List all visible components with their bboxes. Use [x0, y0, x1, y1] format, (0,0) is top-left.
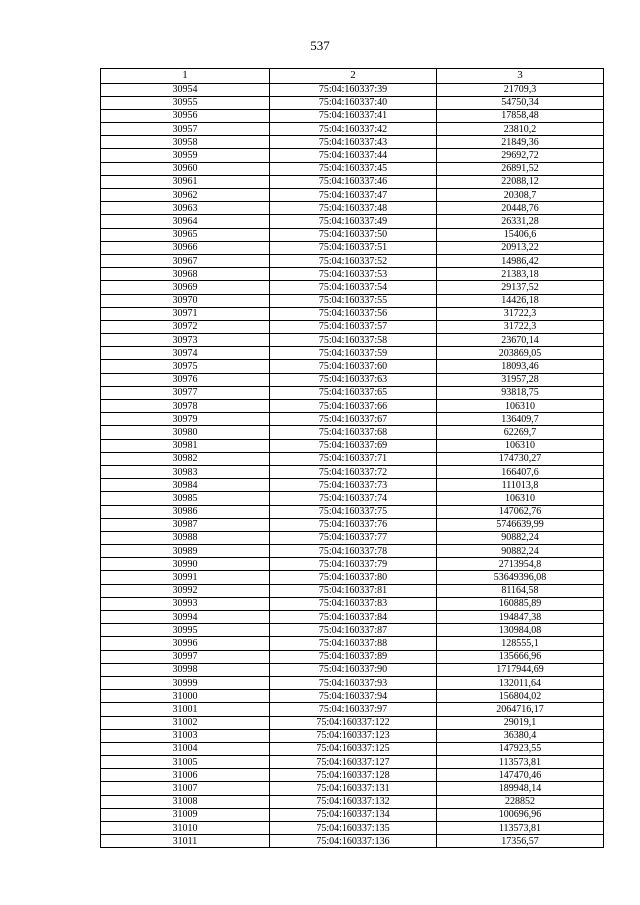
table-row: [101, 676, 604, 689]
cadastral-number-cell: 75:04:160337:40: [270, 96, 437, 109]
table-row: [101, 558, 604, 571]
cadastral-number-cell: 75:04:160337:131: [270, 782, 437, 795]
row-number-cell: 30968: [101, 268, 270, 281]
cadastral-number-cell: 75:04:160337:45: [270, 162, 437, 175]
cadastral-number-cell: 75:04:160337:60: [270, 360, 437, 373]
cadastral-number-cell: 75:04:160337:94: [270, 690, 437, 703]
table-row: [101, 782, 604, 795]
value-cell: 26331,28: [437, 215, 604, 228]
table-row: [101, 716, 604, 729]
value-cell: 26891,52: [437, 162, 604, 175]
row-number-cell: 30963: [101, 202, 270, 215]
value-cell: 31957,28: [437, 373, 604, 386]
row-number-cell: 30979: [101, 413, 270, 426]
value-cell: 136409,7: [437, 413, 604, 426]
row-number-cell: 31001: [101, 703, 270, 716]
row-number-cell: 30982: [101, 452, 270, 465]
table-row: [101, 347, 604, 360]
cadastral-number-cell: 75:04:160337:51: [270, 241, 437, 254]
row-number-cell: 31005: [101, 756, 270, 769]
table-row: [101, 202, 604, 215]
value-cell: 228852: [437, 795, 604, 808]
value-cell: 160885,89: [437, 597, 604, 610]
table-row: [101, 518, 604, 531]
cadastral-number-cell: 75:04:160337:77: [270, 531, 437, 544]
table-row: [101, 611, 604, 624]
row-number-cell: 30988: [101, 531, 270, 544]
table-row: [101, 571, 604, 584]
cadastral-number-cell: 75:04:160337:69: [270, 439, 437, 452]
column-header-2: 2: [270, 69, 437, 84]
value-cell: 93818,75: [437, 386, 604, 399]
table-row: [101, 96, 604, 109]
row-number-cell: 30974: [101, 347, 270, 360]
table-row: [101, 690, 604, 703]
table-row: [101, 109, 604, 122]
table-row: [101, 742, 604, 755]
table-row: [101, 386, 604, 399]
row-number-cell: 30978: [101, 400, 270, 413]
cadastral-number-cell: 75:04:160337:50: [270, 228, 437, 241]
table-row: [101, 465, 604, 478]
cadastral-number-cell: 75:04:160337:39: [270, 83, 437, 96]
row-number-cell: 30983: [101, 465, 270, 478]
value-cell: 147923,55: [437, 742, 604, 755]
cadastral-number-cell: 75:04:160337:57: [270, 320, 437, 333]
row-number-cell: 30981: [101, 439, 270, 452]
value-cell: 29019,1: [437, 716, 604, 729]
row-number-cell: 30998: [101, 663, 270, 676]
row-number-cell: 30971: [101, 307, 270, 320]
table-row: [101, 334, 604, 347]
row-number-cell: 30975: [101, 360, 270, 373]
row-number-cell: 31004: [101, 742, 270, 755]
table-row: [101, 162, 604, 175]
table-row: [101, 795, 604, 808]
table-row: [101, 189, 604, 202]
value-cell: 111013,8: [437, 479, 604, 492]
value-cell: 189948,14: [437, 782, 604, 795]
cadastral-number-cell: 75:04:160337:127: [270, 756, 437, 769]
row-number-cell: 31000: [101, 690, 270, 703]
value-cell: 29692,72: [437, 149, 604, 162]
value-cell: 90882,24: [437, 545, 604, 558]
cadastral-number-cell: 75:04:160337:59: [270, 347, 437, 360]
row-number-cell: 30970: [101, 294, 270, 307]
row-number-cell: 31002: [101, 716, 270, 729]
value-cell: 2064716,17: [437, 703, 604, 716]
cadastral-number-cell: 75:04:160337:44: [270, 149, 437, 162]
cadastral-number-cell: 75:04:160337:72: [270, 465, 437, 478]
table-row: [101, 149, 604, 162]
table-row: [101, 307, 604, 320]
table-body: [101, 83, 604, 848]
cadastral-number-cell: 75:04:160337:76: [270, 518, 437, 531]
value-cell: 22088,12: [437, 175, 604, 188]
value-cell: 90882,24: [437, 531, 604, 544]
row-number-cell: 30966: [101, 241, 270, 254]
value-cell: 21709,3: [437, 83, 604, 96]
table-row: [101, 268, 604, 281]
value-cell: 36380,4: [437, 729, 604, 742]
row-number-cell: 31009: [101, 808, 270, 821]
table-row: [101, 254, 604, 267]
table-row: [101, 479, 604, 492]
row-number-cell: 30955: [101, 96, 270, 109]
cadastral-number-cell: 75:04:160337:128: [270, 769, 437, 782]
table-row: [101, 426, 604, 439]
cadastral-number-cell: 75:04:160337:67: [270, 413, 437, 426]
cadastral-number-cell: 75:04:160337:83: [270, 597, 437, 610]
row-number-cell: 31003: [101, 729, 270, 742]
row-number-cell: 30977: [101, 386, 270, 399]
row-number-cell: 30990: [101, 558, 270, 571]
value-cell: 17356,57: [437, 835, 604, 848]
cadastral-number-cell: 75:04:160337:90: [270, 663, 437, 676]
cadastral-number-cell: 75:04:160337:54: [270, 281, 437, 294]
row-number-cell: 30986: [101, 505, 270, 518]
table-row: [101, 835, 604, 848]
row-number-cell: 30992: [101, 584, 270, 597]
cadastral-number-cell: 75:04:160337:89: [270, 650, 437, 663]
row-number-cell: 31006: [101, 769, 270, 782]
row-number-cell: 30956: [101, 109, 270, 122]
cadastral-number-cell: 75:04:160337:75: [270, 505, 437, 518]
table-row: [101, 136, 604, 149]
table-row: [101, 373, 604, 386]
table-row: [101, 637, 604, 650]
value-cell: 14986,42: [437, 254, 604, 267]
value-cell: 194847,38: [437, 611, 604, 624]
cadastral-number-cell: 75:04:160337:56: [270, 307, 437, 320]
table-row: [101, 175, 604, 188]
cadastral-number-cell: 75:04:160337:73: [270, 479, 437, 492]
value-cell: 128555,1: [437, 637, 604, 650]
value-cell: 53649396,08: [437, 571, 604, 584]
table-row: [101, 83, 604, 96]
row-number-cell: 30954: [101, 83, 270, 96]
cadastral-number-cell: 75:04:160337:79: [270, 558, 437, 571]
value-cell: 106310: [437, 492, 604, 505]
value-cell: 18093,46: [437, 360, 604, 373]
table-row: [101, 505, 604, 518]
column-header-1: 1: [101, 69, 270, 84]
cadastral-number-cell: 75:04:160337:41: [270, 109, 437, 122]
cadastral-number-cell: 75:04:160337:135: [270, 822, 437, 835]
table-row: [101, 756, 604, 769]
value-cell: 20448,76: [437, 202, 604, 215]
table-row: [101, 123, 604, 136]
row-number-cell: 30995: [101, 624, 270, 637]
cadastral-number-cell: 75:04:160337:88: [270, 637, 437, 650]
table-row: [101, 663, 604, 676]
value-cell: 14426,18: [437, 294, 604, 307]
value-cell: 62269,7: [437, 426, 604, 439]
cadastral-number-cell: 75:04:160337:132: [270, 795, 437, 808]
table-row: [101, 439, 604, 452]
row-number-cell: 31010: [101, 822, 270, 835]
row-number-cell: 30973: [101, 334, 270, 347]
cadastral-number-cell: 75:04:160337:65: [270, 386, 437, 399]
row-number-cell: 30976: [101, 373, 270, 386]
cadastral-number-cell: 75:04:160337:63: [270, 373, 437, 386]
row-number-cell: 30969: [101, 281, 270, 294]
row-number-cell: 30999: [101, 676, 270, 689]
cadastral-number-cell: 75:04:160337:84: [270, 611, 437, 624]
value-cell: 17858,48: [437, 109, 604, 122]
cadastral-number-cell: 75:04:160337:122: [270, 716, 437, 729]
value-cell: 100696,96: [437, 808, 604, 821]
value-cell: 21383,18: [437, 268, 604, 281]
cadastral-number-cell: 75:04:160337:97: [270, 703, 437, 716]
value-cell: 31722,3: [437, 320, 604, 333]
row-number-cell: 30994: [101, 611, 270, 624]
table-header-row: [101, 69, 604, 84]
value-cell: 113573,81: [437, 822, 604, 835]
value-cell: 106310: [437, 439, 604, 452]
table-row: [101, 597, 604, 610]
page-number: 537: [310, 38, 330, 53]
row-number-cell: 31011: [101, 835, 270, 848]
table-row: [101, 769, 604, 782]
value-cell: 166407,6: [437, 465, 604, 478]
value-cell: 81164,58: [437, 584, 604, 597]
cadastral-number-cell: 75:04:160337:68: [270, 426, 437, 439]
registry-table: [100, 68, 604, 848]
value-cell: 174730,27: [437, 452, 604, 465]
table-row: [101, 228, 604, 241]
row-number-cell: 30985: [101, 492, 270, 505]
cadastral-number-cell: 75:04:160337:47: [270, 189, 437, 202]
cadastral-number-cell: 75:04:160337:125: [270, 742, 437, 755]
table-row: [101, 650, 604, 663]
row-number-cell: 31007: [101, 782, 270, 795]
cadastral-number-cell: 75:04:160337:136: [270, 835, 437, 848]
cadastral-number-cell: 75:04:160337:71: [270, 452, 437, 465]
row-number-cell: 30967: [101, 254, 270, 267]
value-cell: 15406,6: [437, 228, 604, 241]
table-row: [101, 452, 604, 465]
row-number-cell: 31008: [101, 795, 270, 808]
row-number-cell: 30964: [101, 215, 270, 228]
table-row: [101, 531, 604, 544]
cadastral-number-cell: 75:04:160337:123: [270, 729, 437, 742]
table-row: [101, 241, 604, 254]
value-cell: 203869,05: [437, 347, 604, 360]
row-number-cell: 30958: [101, 136, 270, 149]
row-number-cell: 30961: [101, 175, 270, 188]
cadastral-number-cell: 75:04:160337:48: [270, 202, 437, 215]
table-row: [101, 281, 604, 294]
cadastral-number-cell: 75:04:160337:55: [270, 294, 437, 307]
row-number-cell: 30972: [101, 320, 270, 333]
value-cell: 29137,52: [437, 281, 604, 294]
table-row: [101, 808, 604, 821]
table-row: [101, 822, 604, 835]
cadastral-number-cell: 75:04:160337:80: [270, 571, 437, 584]
value-cell: 23810,2: [437, 123, 604, 136]
row-number-cell: 30989: [101, 545, 270, 558]
value-cell: 20308,7: [437, 189, 604, 202]
cadastral-number-cell: 75:04:160337:58: [270, 334, 437, 347]
row-number-cell: 30987: [101, 518, 270, 531]
value-cell: 132011,64: [437, 676, 604, 689]
cadastral-number-cell: 75:04:160337:42: [270, 123, 437, 136]
cadastral-number-cell: 75:04:160337:93: [270, 676, 437, 689]
cadastral-number-cell: 75:04:160337:81: [270, 584, 437, 597]
row-number-cell: 30959: [101, 149, 270, 162]
value-cell: 54750,34: [437, 96, 604, 109]
table-row: [101, 492, 604, 505]
table-row: [101, 360, 604, 373]
cadastral-number-cell: 75:04:160337:74: [270, 492, 437, 505]
table-row: [101, 729, 604, 742]
cadastral-number-cell: 75:04:160337:52: [270, 254, 437, 267]
table-row: [101, 215, 604, 228]
cadastral-number-cell: 75:04:160337:78: [270, 545, 437, 558]
cadastral-number-cell: 75:04:160337:46: [270, 175, 437, 188]
value-cell: 20913,22: [437, 241, 604, 254]
row-number-cell: 30996: [101, 637, 270, 650]
row-number-cell: 30984: [101, 479, 270, 492]
value-cell: 135666,96: [437, 650, 604, 663]
value-cell: 31722,3: [437, 307, 604, 320]
table-row: [101, 545, 604, 558]
value-cell: 106310: [437, 400, 604, 413]
value-cell: 130984,08: [437, 624, 604, 637]
cadastral-number-cell: 75:04:160337:66: [270, 400, 437, 413]
column-header-3: 3: [437, 69, 604, 84]
table-row: [101, 413, 604, 426]
table-row: [101, 584, 604, 597]
row-number-cell: 30960: [101, 162, 270, 175]
value-cell: 5746639,99: [437, 518, 604, 531]
value-cell: 1717944,69: [437, 663, 604, 676]
row-number-cell: 30962: [101, 189, 270, 202]
cadastral-number-cell: 75:04:160337:134: [270, 808, 437, 821]
value-cell: 156804,02: [437, 690, 604, 703]
row-number-cell: 30957: [101, 123, 270, 136]
cadastral-number-cell: 75:04:160337:53: [270, 268, 437, 281]
value-cell: 147062,76: [437, 505, 604, 518]
table-row: [101, 624, 604, 637]
row-number-cell: 30980: [101, 426, 270, 439]
table-row: [101, 320, 604, 333]
table-row: [101, 400, 604, 413]
value-cell: 113573,81: [437, 756, 604, 769]
row-number-cell: 30965: [101, 228, 270, 241]
cadastral-number-cell: 75:04:160337:49: [270, 215, 437, 228]
row-number-cell: 30991: [101, 571, 270, 584]
cadastral-number-cell: 75:04:160337:87: [270, 624, 437, 637]
value-cell: 21849,36: [437, 136, 604, 149]
table-row: [101, 703, 604, 716]
row-number-cell: 30993: [101, 597, 270, 610]
row-number-cell: 30997: [101, 650, 270, 663]
value-cell: 2713954,8: [437, 558, 604, 571]
value-cell: 23670,14: [437, 334, 604, 347]
value-cell: 147470,46: [437, 769, 604, 782]
table-row: [101, 294, 604, 307]
cadastral-number-cell: 75:04:160337:43: [270, 136, 437, 149]
